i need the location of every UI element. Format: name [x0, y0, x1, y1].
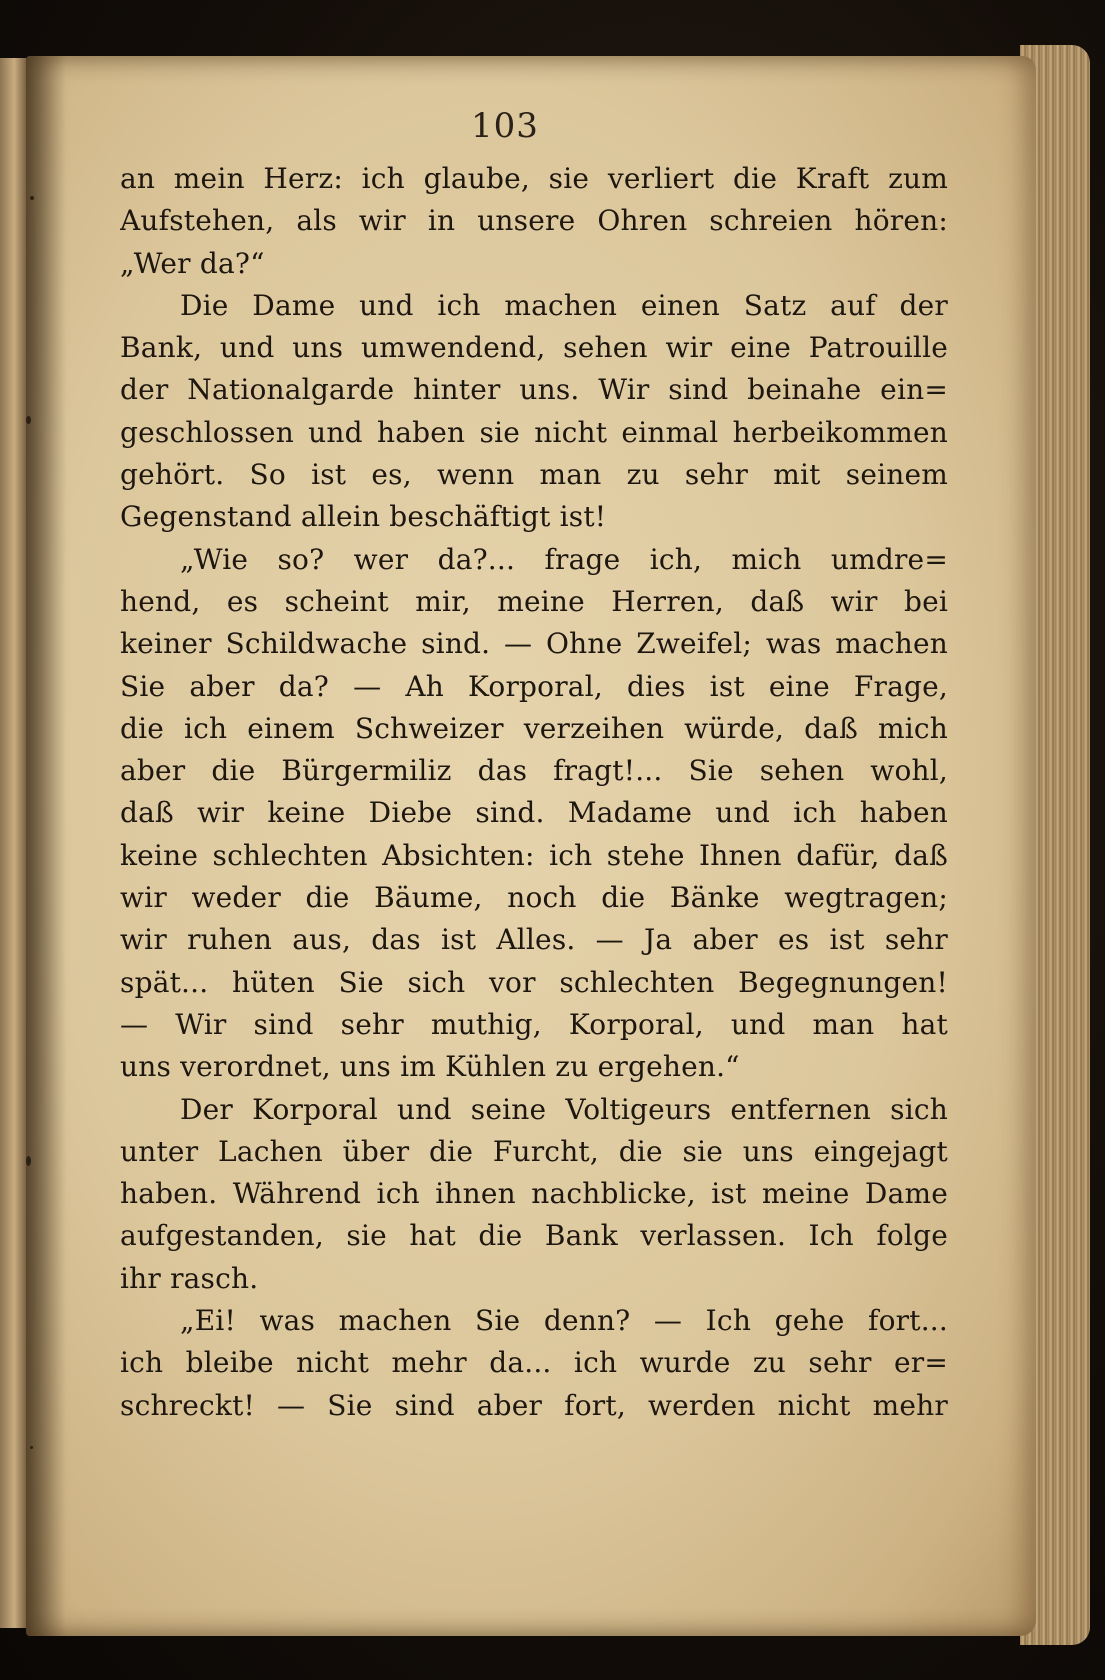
text-line: „Wie so? wer da?... frage ich, mich umdre= — [180, 542, 948, 576]
text-line: Sie aber da? — Ah Korporal, dies ist eine Frage, — [120, 669, 948, 703]
ink-speck — [30, 1446, 33, 1449]
text-line: Gegenstand allein beschäftigt ist! — [120, 500, 607, 534]
text-line: keine schlechten Absichten: ich stehe Ihnen dafür, daß — [120, 838, 948, 872]
text-line: „Ei! was machen Sie denn? — Ich gehe fort... — [180, 1304, 948, 1338]
text-line: haben. Während ich ihnen nachblicke, ist meine Dame — [120, 1177, 948, 1211]
page-number: 103 — [471, 106, 539, 146]
text-line: an mein Herz: ich glaube, sie verliert die Kraft zum — [120, 162, 948, 195]
text-line: hend, es scheint mir, meine Herren, daß wir bei — [120, 584, 948, 618]
text-line: — Wir sind sehr muthig, Korporal, und man hat — [120, 1007, 948, 1041]
text-line: Aufstehen, als wir in unsere Ohren schreien hören: — [120, 204, 948, 238]
previous-page-edge — [0, 58, 26, 1628]
text-line: Bank, und uns umwendend, sehen wir eine Patrouille — [120, 331, 948, 365]
text-line: der Nationalgarde hinter uns. Wir sind beinahe ein= — [120, 373, 948, 407]
text-line: spät... hüten Sie sich vor schlechten Begegnungen! — [120, 965, 948, 999]
page-text-block — [120, 158, 948, 1427]
text-line: schreckt! — Sie sind aber fort, werden nicht mehr — [120, 1388, 948, 1422]
text-line: ich bleibe nicht mehr da... ich wurde zu sehr er= — [120, 1346, 948, 1380]
text-line: Der Korporal und seine Voltigeurs entfernen sich — [180, 1092, 948, 1126]
text-line: keiner Schildwache sind. — Ohne Zweifel; was machen — [120, 627, 948, 661]
book-page — [26, 56, 1036, 1636]
text-line: gehört. So ist es, wenn man zu sehr mit seinem — [120, 458, 948, 492]
text-line: aber die Bürgermiliz das fragt!... Sie sehen wohl, — [120, 754, 948, 788]
ink-speck — [30, 196, 34, 200]
gutter-shadow — [26, 56, 66, 1636]
text-line: wir weder die Bäume, noch die Bänke wegtragen; — [120, 881, 948, 915]
text-line: wir ruhen aus, das ist Alles. — Ja aber es ist sehr — [120, 923, 948, 957]
ink-speck — [26, 1156, 31, 1166]
text-line: unter Lachen über die Furcht, die sie uns eingejagt — [120, 1134, 948, 1168]
text-line: die ich einem Schweizer verzeihen würde, daß mich — [120, 711, 948, 745]
text-line: daß wir keine Diebe sind. Madame und ich haben — [120, 796, 948, 830]
text-line: geschlossen und haben sie nicht einmal herbeikommen — [120, 415, 948, 449]
text-line: ihr rasch. — [120, 1261, 259, 1295]
text-line: „Wer da?“ — [120, 246, 265, 280]
text-line: uns verordnet, uns im Kühlen zu ergehen.“ — [120, 1050, 740, 1084]
text-line: Die Dame und ich machen einen Satz auf der — [180, 288, 948, 322]
text-line: aufgestanden, sie hat die Bank verlassen. Ich folge — [120, 1219, 948, 1253]
ink-speck — [26, 416, 31, 424]
